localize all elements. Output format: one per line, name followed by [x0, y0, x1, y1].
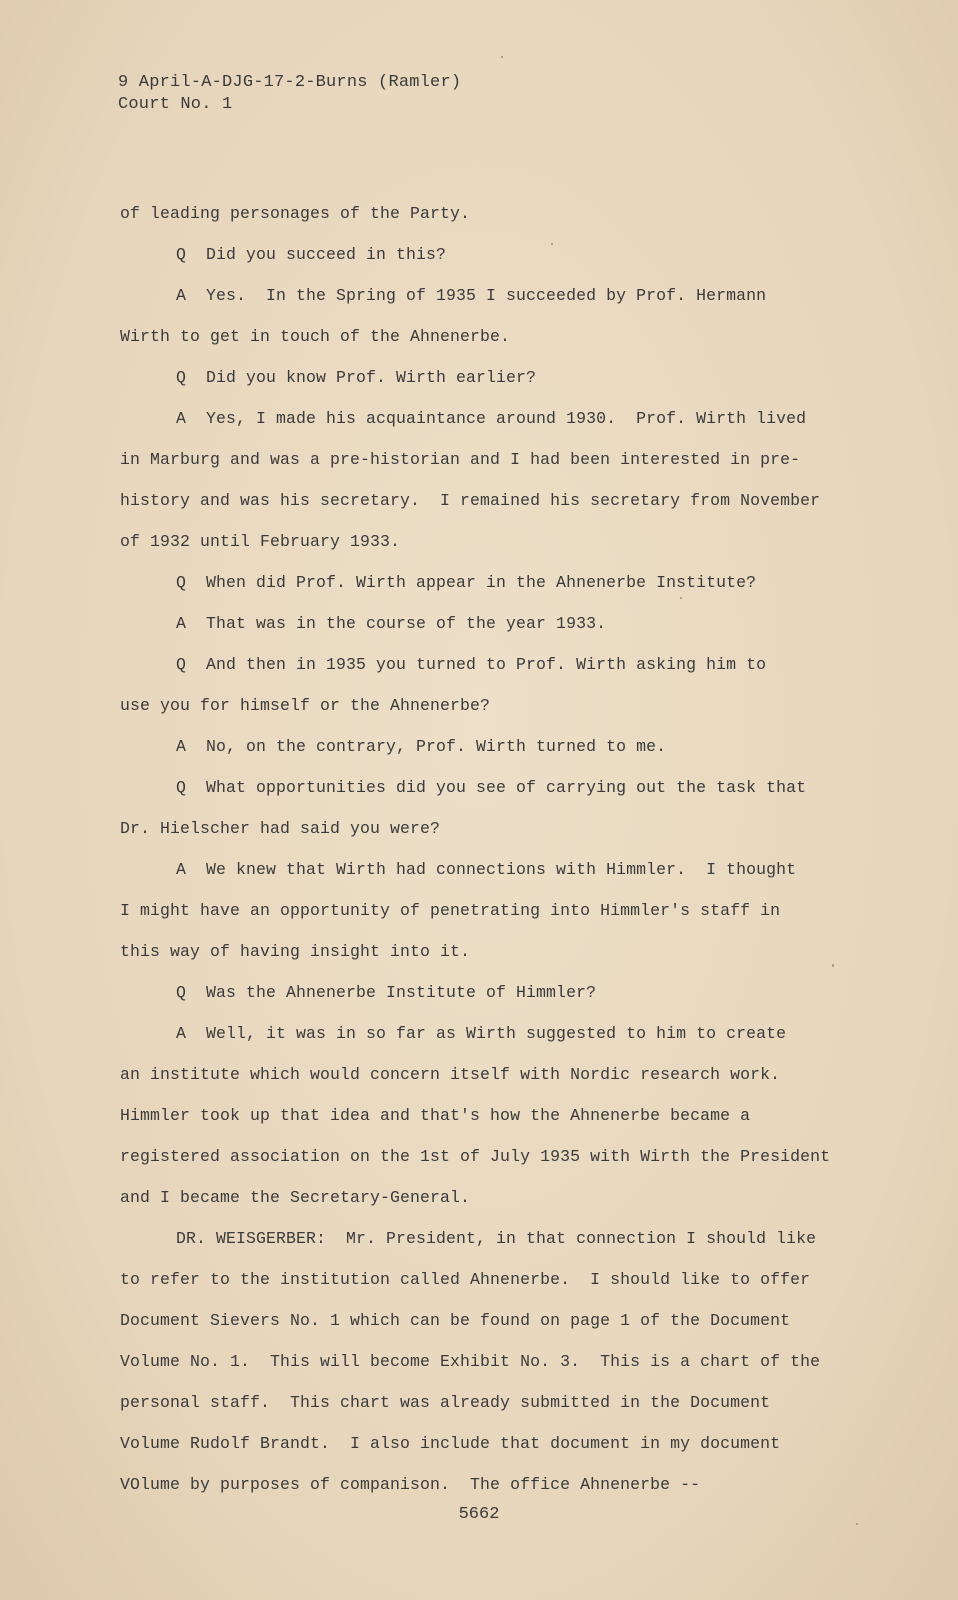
transcript-line: this way of having insight into it. — [120, 942, 471, 961]
transcript-line: A That was in the course of the year 1933. — [176, 614, 607, 633]
transcript-line: of leading personages of the Party. — [120, 204, 471, 223]
transcript-line: I might have an opportunity of penetrating into Himmler's staff in — [120, 901, 781, 920]
page-number: 5662 — [458, 1505, 500, 1524]
paper-speck — [680, 597, 682, 599]
paper-speck — [832, 964, 834, 967]
transcript-line: Himmler took up that idea and that's how the Ahnenerbe became a — [120, 1106, 751, 1125]
transcript-line: to refer to the institution called Ahnenerbe. I should like to offer — [120, 1270, 811, 1289]
transcript-line: VOlume by purposes of companison. The office Ahnenerbe -- — [120, 1475, 701, 1494]
transcript-line: A Yes. In the Spring of 1935 I succeeded by Prof. Hermann — [176, 286, 767, 305]
transcript-line: an institute which would concern itself with Nordic research work. — [120, 1065, 781, 1084]
transcript-line: personal staff. This chart was already submitted in the Document — [120, 1393, 771, 1412]
transcript-line: Q When did Prof. Wirth appear in the Ahnenerbe Institute? — [176, 573, 757, 592]
header-line-1: 9 April-A-DJG-17-2-Burns (Ramler) — [118, 73, 462, 92]
paper-speck — [501, 56, 503, 58]
transcript-line: use you for himself or the Ahnenerbe? — [120, 696, 491, 715]
transcript-line: A No, on the contrary, Prof. Wirth turned to me. — [176, 737, 667, 756]
paper-speck — [551, 243, 553, 245]
transcript-line: of 1932 until February 1933. — [120, 532, 401, 551]
page-header — [118, 72, 461, 116]
transcript-line: Dr. Hielscher had said you were? — [120, 819, 441, 838]
transcript-line: Volume Rudolf Brandt. I also include that document in my document — [120, 1434, 781, 1453]
transcript-line: A We knew that Wirth had connections with Himmler. I thought — [176, 860, 797, 879]
transcript-line: DR. WEISGERBER: Mr. President, in that connection I should like — [176, 1229, 817, 1248]
transcript-line: registered association on the 1st of July 1935 with Wirth the President — [120, 1147, 831, 1166]
paper-speck — [856, 1523, 858, 1525]
transcript-line: history and was his secretary. I remained his secretary from November — [120, 491, 821, 510]
transcript-body — [120, 193, 860, 1505]
transcript-line: Document Sievers No. 1 which can be found on page 1 of the Document — [120, 1311, 791, 1330]
transcript-line: Q Did you know Prof. Wirth earlier? — [176, 368, 537, 387]
transcript-line: Wirth to get in touch of the Ahnenerbe. — [120, 327, 511, 346]
transcript-line: Q What opportunities did you see of carrying out the task that — [176, 778, 807, 797]
transcript-line: Volume No. 1. This will become Exhibit No. 3. This is a chart of the — [120, 1352, 821, 1371]
transcript-line: Q And then in 1935 you turned to Prof. Wirth asking him to — [176, 655, 767, 674]
header-line-2: Court No. 1 — [118, 95, 233, 114]
transcript-line: and I became the Secretary-General. — [120, 1188, 471, 1207]
transcript-line: Q Was the Ahnenerbe Institute of Himmler? — [176, 983, 597, 1002]
transcript-line: in Marburg and was a pre-historian and I had been interested in pre- — [120, 450, 801, 469]
transcript-line: A Yes, I made his acquaintance around 1930. Prof. Wirth lived — [176, 409, 807, 428]
transcript-line: A Well, it was in so far as Wirth suggested to him to create — [176, 1024, 787, 1043]
transcript-line: Q Did you succeed in this? — [176, 245, 447, 264]
